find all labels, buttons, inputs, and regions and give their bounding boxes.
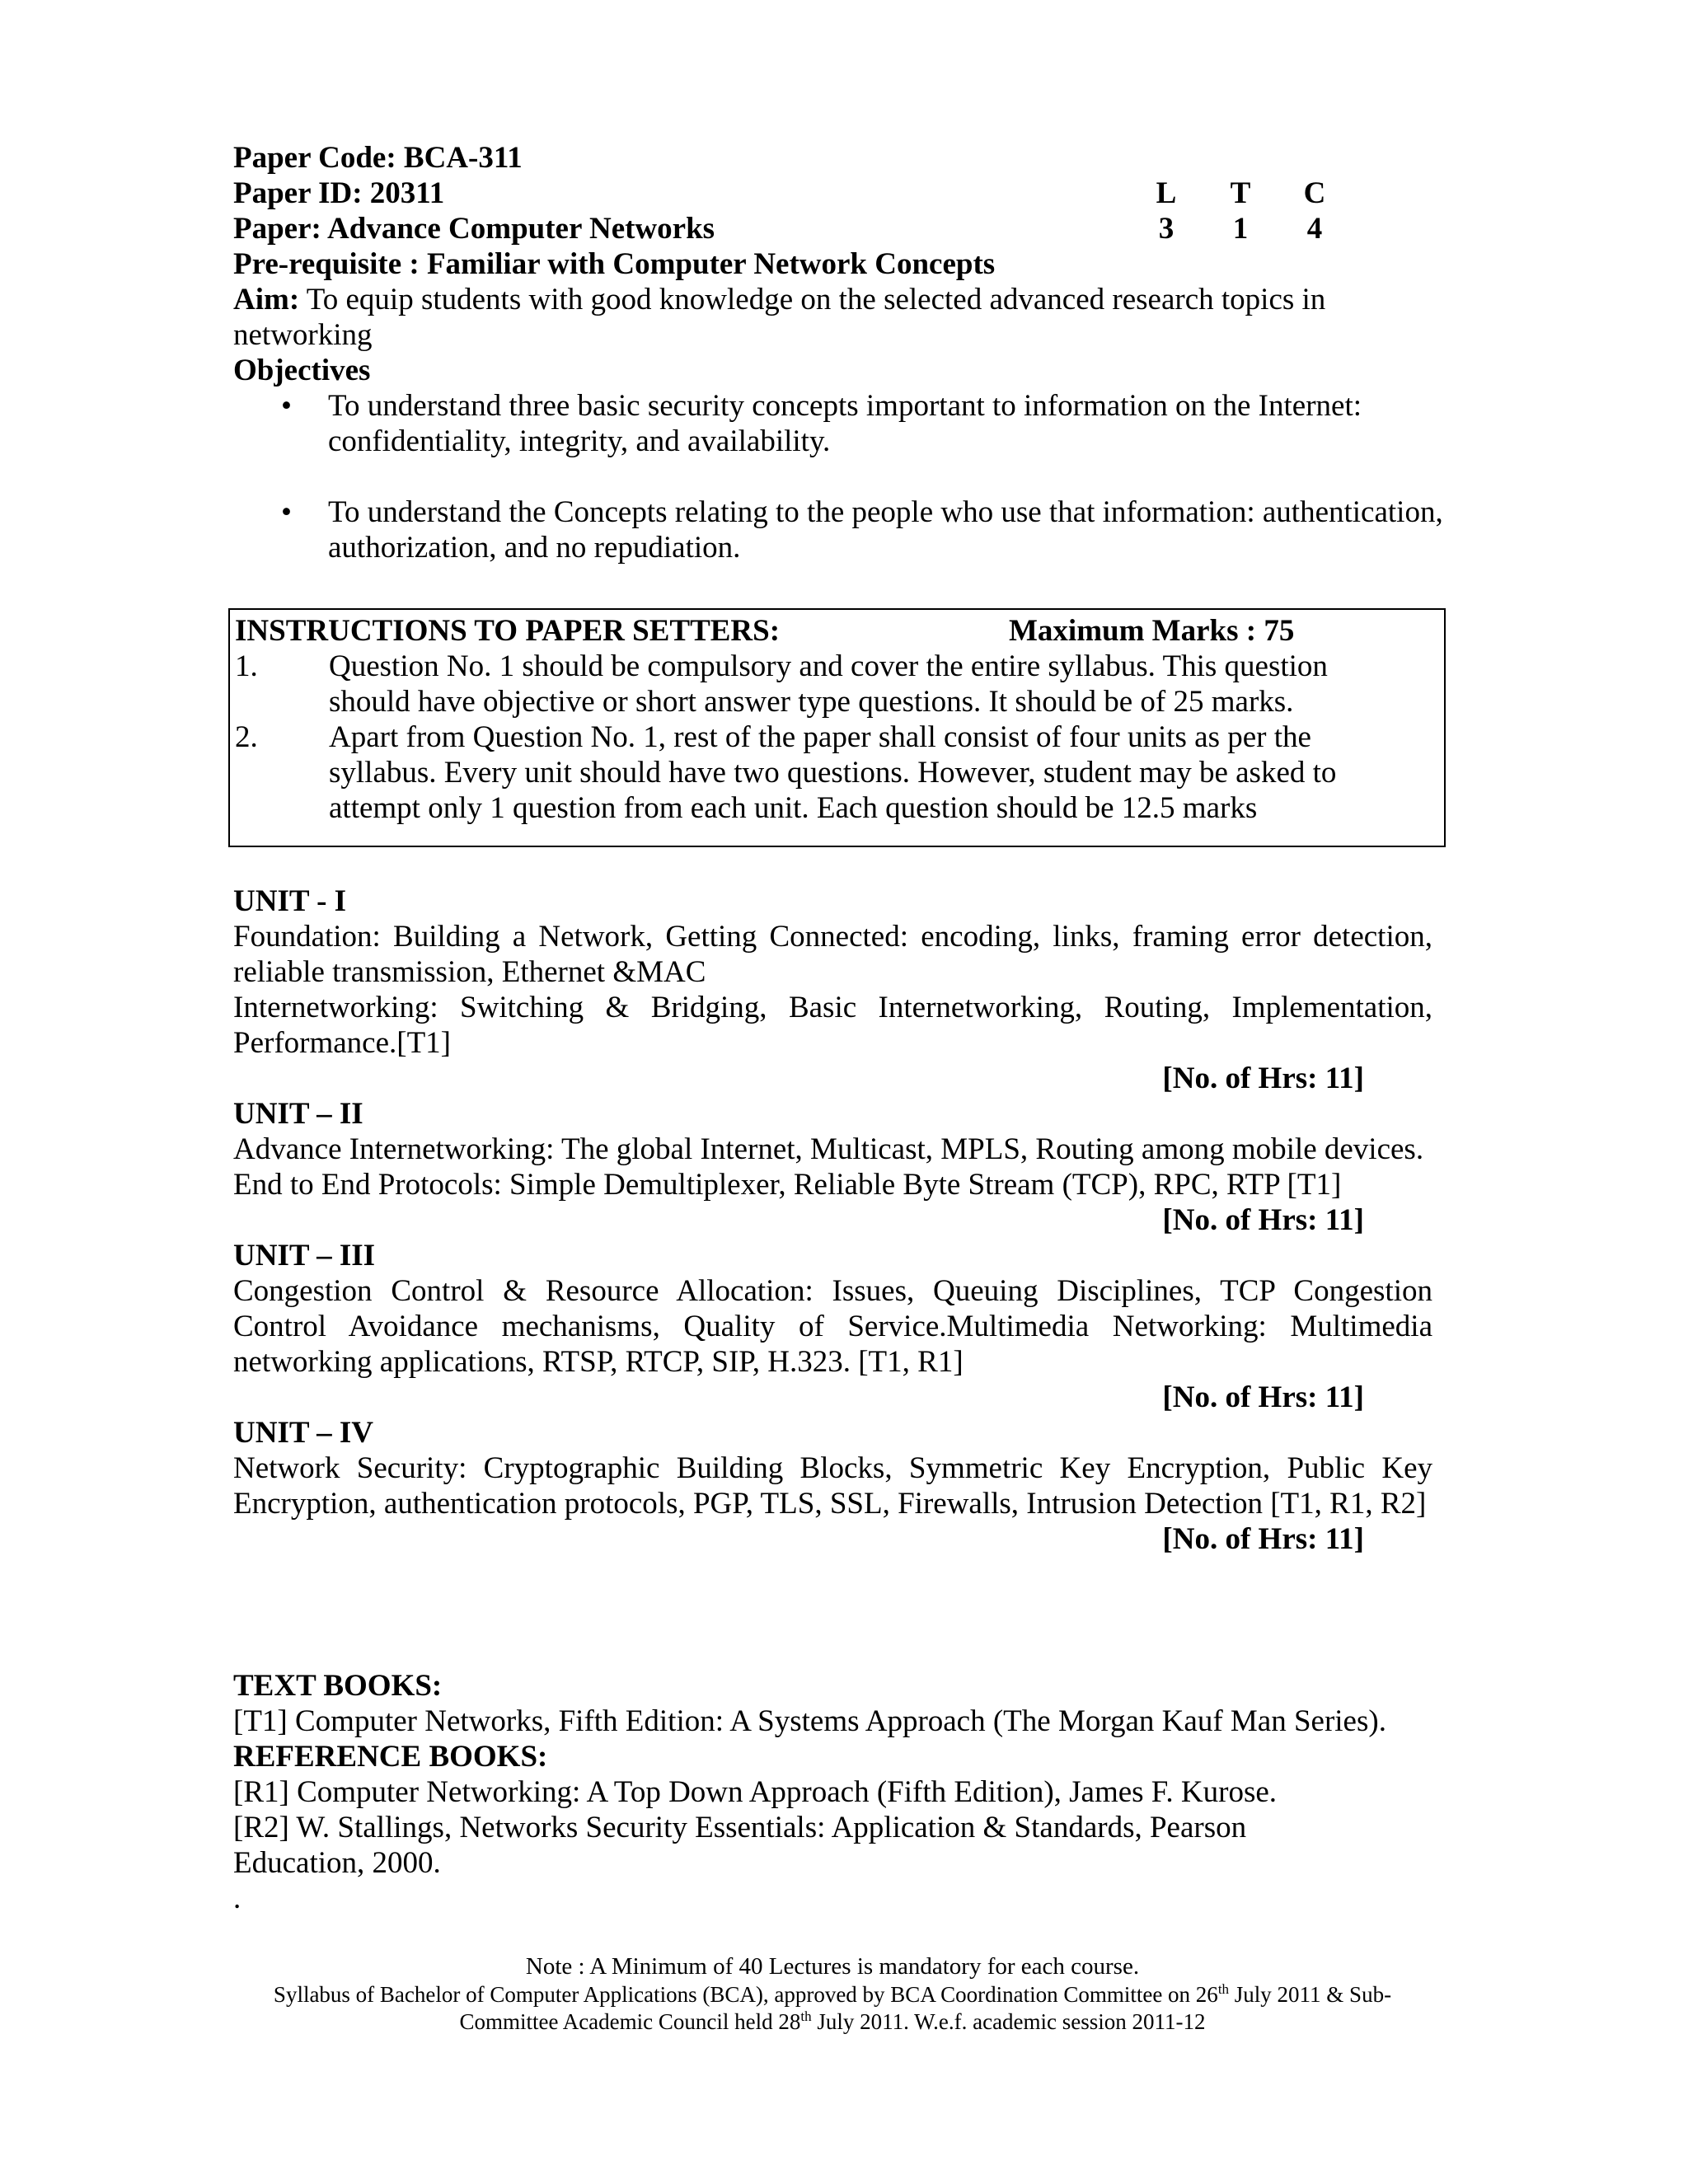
ltc-labels — [1129, 176, 1352, 211]
reference-book-item: [R2] W. Stallings, Networks Security Essentials: Application & Standards, Pearson Education, 2000. — [233, 1811, 1247, 1880]
objective-item — [233, 494, 1478, 565]
instruction-text: Question No. 1 should be compulsory and cover the entire syllabus. This question should have objective or short answer type questions. It should be of 25 marks. — [329, 649, 1328, 719]
unit-hours: [No. of Hrs: 11] — [1162, 1062, 1364, 1095]
syllabus-header — [233, 140, 1443, 565]
footer-text: Syllabus of Bachelor of Computer Applications (BCA), approved by BCA Coordination Committee on 26 — [273, 1982, 1218, 2007]
aim-text: To equip students with good knowledge on the selected advanced research topics in networking — [233, 283, 1326, 352]
prerequisite: Pre-requisite : Familiar with Computer Network Concepts — [233, 247, 996, 281]
unit-paragraph: Network Security: Cryptographic Building Blocks, Symmetric Key Encryption, Public Key Encryption, authentication protocols, PGP, TLS, SSL, Firewalls, Intrusion Detection [T1, R1, R2] — [233, 1451, 1432, 1521]
books-section — [233, 1668, 1453, 1916]
footer-line — [214, 2008, 1451, 2036]
instruction-item — [235, 719, 1437, 826]
paper-name: Paper: Advance Computer Networks — [233, 212, 715, 246]
paper-name-row — [233, 211, 1432, 246]
instructions-box — [228, 608, 1446, 847]
instruction-item — [235, 649, 1437, 719]
ltc-label-l: L — [1156, 176, 1177, 210]
paper-id: Paper ID: 20311 — [233, 176, 445, 210]
page-footer — [214, 1952, 1451, 2036]
text-book-item: [T1] Computer Networks, Fifth Edition: A Systems Approach (The Morgan Kauf Man Series). — [233, 1704, 1386, 1738]
unit-title: UNIT – II — [233, 1097, 363, 1131]
max-marks: Maximum Marks : 75 — [1009, 614, 1295, 648]
unit-hours: [No. of Hrs: 11] — [1162, 1380, 1364, 1414]
text-books-title: TEXT BOOKS: — [233, 1669, 443, 1703]
unit — [233, 1415, 1432, 1557]
aim-label: Aim: — [233, 283, 300, 316]
units-section — [233, 883, 1432, 1557]
bullet-icon: • — [281, 389, 292, 423]
unit — [233, 1096, 1432, 1238]
reference-book-item: [R1] Computer Networking: A Top Down Approach (Fifth Edition), James F. Kurose. — [233, 1775, 1278, 1809]
ltc-value-t: 1 — [1232, 212, 1249, 246]
ltc-value-c: 4 — [1306, 212, 1323, 246]
objectives-title: Objectives — [233, 354, 371, 387]
objective-text: To understand three basic security concepts important to information on the Internet: confidentiality, integrity, and availability. — [328, 389, 1362, 458]
footer-text: Committee Academic Council held 28 — [459, 2009, 801, 2034]
unit-hours: [No. of Hrs: 11] — [1162, 1522, 1364, 1556]
footer-sup: th — [800, 2008, 812, 2024]
ltc-value-l: 3 — [1158, 212, 1175, 246]
unit-paragraph: Foundation: Building a Network, Getting Connected: encoding, links, framing error detection, reliable transmission, Ethernet &MAC — [233, 920, 1432, 989]
unit-title: UNIT - I — [233, 884, 347, 918]
unit — [233, 1238, 1432, 1415]
unit-title: UNIT – III — [233, 1239, 376, 1272]
unit-hours: [No. of Hrs: 11] — [1162, 1203, 1364, 1237]
unit — [233, 883, 1432, 1096]
aim — [233, 282, 1387, 353]
bullet-icon: • — [281, 495, 292, 529]
ltc-label-t: T — [1230, 176, 1251, 210]
footer-text: July 2011 & Sub- — [1229, 1982, 1392, 2007]
objectives-list — [233, 388, 1443, 565]
footer-line — [214, 1981, 1451, 2008]
footer-note: Note : A Minimum of 40 Lectures is mandatory for each course. — [525, 1953, 1140, 1980]
unit-paragraph: Advance Internetworking: The global Internet, Multicast, MPLS, Routing among mobile devices. — [233, 1132, 1424, 1166]
unit-title: UNIT – IV — [233, 1416, 373, 1450]
unit-paragraph: Internetworking: Switching & Bridging, Basic Internetworking, Routing, Implementation, Performance.[T1] — [233, 991, 1432, 1060]
instruction-number: 1. — [235, 649, 258, 683]
footer-sup: th — [1217, 1981, 1230, 1997]
instructions-header — [235, 613, 1437, 649]
unit-paragraph: Congestion Control & Resource Allocation: Issues, Queuing Disciplines, TCP Congestion Control Avoidance mechanisms, Quality of Service.Multimedia Networking: Multimedia networking applications, RTSP, RTCP, SIP, H.323. [T1, R1] — [233, 1274, 1432, 1379]
instruction-text: Apart from Question No. 1, rest of the paper shall consist of four units as per the syllabus. Every unit should have two questions. However, student may be asked to attempt only 1 question from each unit. Each question should be 12.5 marks — [329, 720, 1337, 825]
unit-paragraph: End to End Protocols: Simple Demultiplexer, Reliable Byte Stream (TCP), RPC, RTP [T1] — [233, 1168, 1342, 1202]
instruction-number: 2. — [235, 720, 258, 754]
reference-books-title: REFERENCE BOOKS: — [233, 1740, 548, 1774]
objective-text: To understand the Concepts relating to the people who use that information: authentication, authorization, and no repudiation. — [328, 495, 1443, 565]
footer-text: July 2011. W.e.f. academic session 2011-12 — [811, 2009, 1206, 2034]
instructions-title: INSTRUCTIONS TO PAPER SETTERS: — [235, 614, 781, 648]
paper-id-row — [233, 176, 1432, 211]
ltc-label-c: C — [1303, 176, 1326, 210]
objective-item — [233, 388, 1478, 459]
ltc-values — [1129, 211, 1352, 246]
trailing-dot: . — [233, 1882, 241, 1915]
paper-code: Paper Code: BCA-311 — [233, 141, 523, 175]
